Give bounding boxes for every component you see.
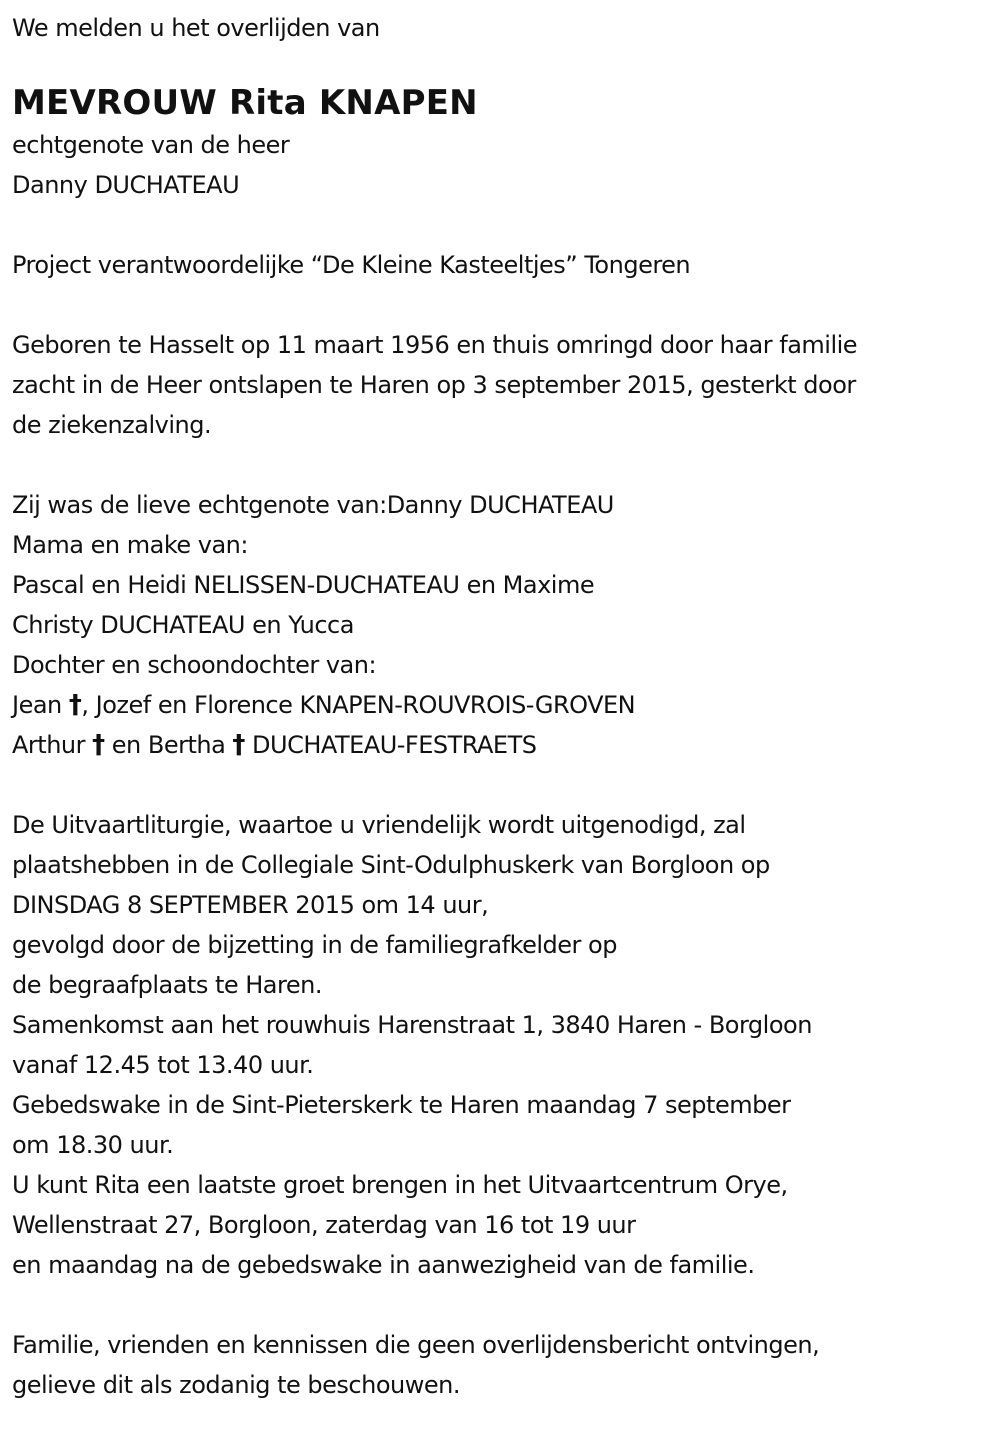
spacer	[12, 285, 988, 325]
parent-names: , Jozef en Florence KNAPEN-ROUVROIS-GROVEN	[81, 691, 636, 719]
cross-icon: †	[232, 730, 245, 760]
paragraph-line: gelieve dit als zodanig te beschouwen.	[12, 1371, 460, 1399]
parents-line-duchateau	[12, 725, 988, 765]
intro-text: We melden u het overlijden van	[12, 14, 380, 42]
children-label: Mama en make van:	[12, 531, 248, 559]
family-paragraph	[12, 485, 988, 765]
paragraph-line: DINSDAG 8 SEPTEMBER 2015 om 14 uur,	[12, 891, 489, 919]
spacer	[12, 445, 988, 485]
spacer	[12, 765, 988, 805]
parent-names: DUCHATEAU-FESTRAETS	[244, 731, 537, 759]
spacer	[12, 1285, 988, 1325]
paragraph-line: zacht in de Heer ontslapen te Haren op 3 september 2015, gesterkt door	[12, 371, 856, 399]
paragraph-line: Gebedswake in de Sint-Pieterskerk te Haren maandag 7 september	[12, 1091, 791, 1119]
paragraph-line: de ziekenzalving.	[12, 411, 212, 439]
spouse-label: echtgenote van de heer	[12, 131, 290, 159]
paragraph-line: om 18.30 uur.	[12, 1131, 174, 1159]
spouse-name: Danny DUCHATEAU	[12, 171, 240, 199]
paragraph-line: De Uitvaartliturgie, waartoe u vriendelijk wordt uitgenodigd, zal	[12, 811, 746, 839]
paragraph-line: Samenkomst aan het rouwhuis Harenstraat 1, 3840 Haren - Borgloon	[12, 1011, 812, 1039]
paragraph-line: Geboren te Hasselt op 11 maart 1956 en thuis omringd door haar familie	[12, 331, 858, 359]
spouse-line: Zij was de lieve echtgenote van:Danny DUCHATEAU	[12, 491, 614, 519]
closing-paragraph	[12, 1325, 988, 1405]
deceased-name: MEVROUW Rita KNAPEN	[12, 83, 478, 123]
paragraph-line: U kunt Rita een laatste groet brengen in het Uitvaartcentrum Orye,	[12, 1171, 788, 1199]
parents-label: Dochter en schoondochter van:	[12, 651, 377, 679]
birth-death-paragraph	[12, 325, 988, 445]
cross-icon: †	[68, 690, 82, 720]
paragraph-line: plaatshebben in de Collegiale Sint-Odulphuskerk van Borgloon op	[12, 851, 770, 879]
parents-line-knapen	[12, 685, 988, 725]
funeral-paragraph	[12, 805, 988, 1285]
function-text: Project verantwoordelijke “De Kleine Kasteeltjes” Tongeren	[12, 251, 691, 279]
paragraph-line: Wellenstraat 27, Borgloon, zaterdag van 16 tot 19 uur	[12, 1211, 636, 1239]
parent-name: Arthur	[12, 731, 93, 759]
paragraph-line: gevolgd door de bijzetting in de familiegrafkelder op	[12, 931, 617, 959]
paragraph-line: en maandag na de gebedswake in aanwezigheid van de familie.	[12, 1251, 755, 1279]
spacer	[12, 205, 988, 245]
parent-name: Jean	[12, 691, 69, 719]
paragraph-line: de begraafplaats te Haren.	[12, 971, 322, 999]
child-line: Pascal en Heidi NELISSEN-DUCHATEAU en Maxime	[12, 571, 595, 599]
paragraph-line: Familie, vrienden en kennissen die geen overlijdensbericht ontvingen,	[12, 1331, 820, 1359]
paragraph-line: vanaf 12.45 tot 13.40 uur.	[12, 1051, 314, 1079]
parent-name: en Bertha	[104, 731, 233, 759]
child-line: Christy DUCHATEAU en Yucca	[12, 611, 354, 639]
cross-icon: †	[92, 730, 105, 760]
